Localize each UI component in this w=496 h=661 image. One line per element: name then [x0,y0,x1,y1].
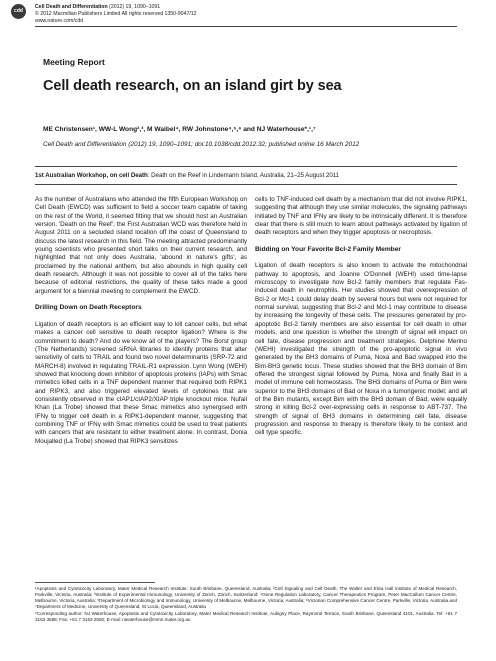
journal-logo: cdd [11,4,26,19]
left-column [35,196,247,454]
intro-paragraph: As the number of Australians who attended the fifth European Workshop on Cell Death (EWCD) was sufficient to field a soccer team capable of taking on the rest of the World, it seemed fitting that we should host an Australian version. 'Death on the Reef', the First Australian WCD was therefore held in August 2011 on a secluded island location off the coast of Queensland to discuss the latest research in this field. The meeting attracted predominantly young scientists who presented short talks on their current research, and highlighted that not only does Australia, 'abound in nature's gifts', as proclaimed by the national anthem, but also abounds in high quality cell death research. Although it was not possible to cover all of the talks here because of editorial restrictions, the quality of these talks made a good argument for a biennial meeting to complement the EWCD. [35,196,247,295]
journal-name: Cell Death and Differentiation [35,4,108,10]
right-column [255,196,467,446]
copyright-line: © 2012 Macmillan Publishers Limited All rights reserved 1350-9047/12 [35,11,197,17]
workshop-details: : Death on the Reef in Lindemann Island, Australia, 21–25 August 2011 [147,172,340,179]
banner-top-rule [35,166,457,167]
journal-header-line [35,4,160,11]
author-list: ME Christensen¹, WW-L Wong²,³, M Waibel⁴, RW Johnstone⁴,⁵,⁶ and NJ Waterhouse*,¹,⁷ [43,126,316,133]
workshop-name: 1st Australian Workshop, on cell Death [35,172,148,179]
journal-citation: (2012) 19, 1090–1091 [109,4,161,10]
corresponding-author-footnote: *Corresponding author: NJ Waterhouse, Apoptosis and Cytotoxicity Laboratory, Mater Medical Research Institute, Aubigny Place, Raymond Terrace, South Brisbane, Queensland 4101, Australia. Tel: +61 7 3163 3688; Fax: +61 7 3163 2550; E-mail: nwaterhouse@mmri.mater.org.au [35,611,457,622]
affiliations-footnote: ¹Apoptosis and Cytotoxicity Laboratory, Mater Medical Research Institute, South Brisbane, Queensland, Australia; ²Cell Signaling and Cell Death, The Walter and Eliza Hall Institute of Medical Research, Parkville, Victoria, Australia; ³Institute of Experimental Immunology, University of Zürich, Zürich, Switzerland; ⁴Gene Regulation Laboratory, Cancer Therapeutics Program, Peter MacCallum Cancer Centre, Melbourne, Victoria, Australia; ⁵Department of Microbiology and Immunology, University of Melbourne, Melbourne, Victoria, Australia; ⁶Victorian Comprehensive Cancer Centre, Parkville, Victoria, Australia and ⁷Department of Medicine, University of Queensland, St Lucia, Queensland, Australia [35,586,457,609]
journal-url[interactable]: www.nature.com/cdd [35,18,84,24]
workshop-banner [35,172,455,180]
section-heading-death-receptors: Drilling Down on Death Receptors [35,304,142,312]
banner-bottom-rule [35,184,457,185]
section-label: Meeting Report [43,57,105,67]
header-divider [35,26,457,27]
bcl2-paragraph: Ligation of death receptors is also known to activate the mitochondrial pathway to apoptosis, and Joanne O'Donnell (WEHI) used time-lapse microscopy to investigate how Bcl-2 family members that regulate Fas-induced death in neutrophils. Her studies showed that overexpression of Bcl-2 or Mcl-1 could delay death by several hours but were not required for normal survival, suggesting that Bcl-2 and Mcl-1 may contribute to disease by increasing the longevity of these cells. The pressures generated by pro-apoptotic Bcl-2 family members are also essential for cell death in other models, and one question is whether the strength of signal will impact on cell fate, disease progression and treatment strategies. Delphine Merino (WEHI) investigated the strength of the pro-apoptotic signal in vivo generated by the BH3 domains of Puma, Noxa and Bad swapped into the Bim-BH3 genetic locus. These studies showed that the BH3 domain of Bim offered the strongest signal followed by Puma, Noxa and finally Bad in a model of immune cell homeostasis. The BH3 domains of Puma or Bim were superior to the BH3 domains of Bad or Noxa in a tumorigenic model; and all of the Bim mutants, except Bim with the BH3 domain of Bad, were equally strong in killing Bcl-2 over-expressing cells in response to ABT-737. The strength of signal of BH3 domains in determining cell fate, disease progression and response to therapy is therefore likely to be context and cell type specific. [255,262,467,437]
article-citation: Cell Death and Differentiation (2012) 19, 1090–1091; doi:10.1038/cdd.2012.32; published online 16 March 2012 [43,141,360,148]
footnote-divider [35,582,155,583]
section-heading-bcl2: Bidding on Your Favorite Bcl-2 Family Member [255,246,401,254]
death-receptors-paragraph: Ligation of death receptors is an efficient way to kill cancer cells, but what makes a cancer cell sensitive to death receptor ligation? Where is the commitment to death? And do we know all of the players? The Borst group (The Netherlands) screened siRNA libraries to identify proteins that alter sensitivity of cells to TRAIL and found two novel determinants (SRP-72 and MARCH-8) involved in regulating TRAIL-R1 expression. Lynn Wong (WEHI) showed that knocking down inhibitor of apoptosis proteins (IAPs) with Smac mimetics killed cells in a TNF dependent manner that required both RIPK1 and RIPK3, and also triggered elevated levels of cytokines that are consistently observed in the cIAP1/cIAP2/XIAP triple knockout mice. Nufail Khan (La Trobe) showed that these Smac mimetics also synergised with IFNγ to trigger cell death in a RIPK1-dependent manner, suggesting that combining TNF or IFNγ with Smac mimetics could be used to treat patients with cancers that are resistant to either treatment alone. In contrast, Donia Moujalled (La Trobe) showed that RIPK3 sensitizes [35,320,247,445]
continued-paragraph: cells to TNF-induced cell death by a mechanism that did not involve RIPK1, suggesting that although they use similar molecules, the signaling pathways initiated by TNF and IFNγ are likely to be intrinsically different. It is therefore clear that there is still much to learn about pathways activated by ligation of death receptors and when they trigger apoptosis or necroptosis. [255,196,467,237]
article-title: Cell death research, on an island girt by sea [43,78,342,94]
footnotes [35,586,457,624]
